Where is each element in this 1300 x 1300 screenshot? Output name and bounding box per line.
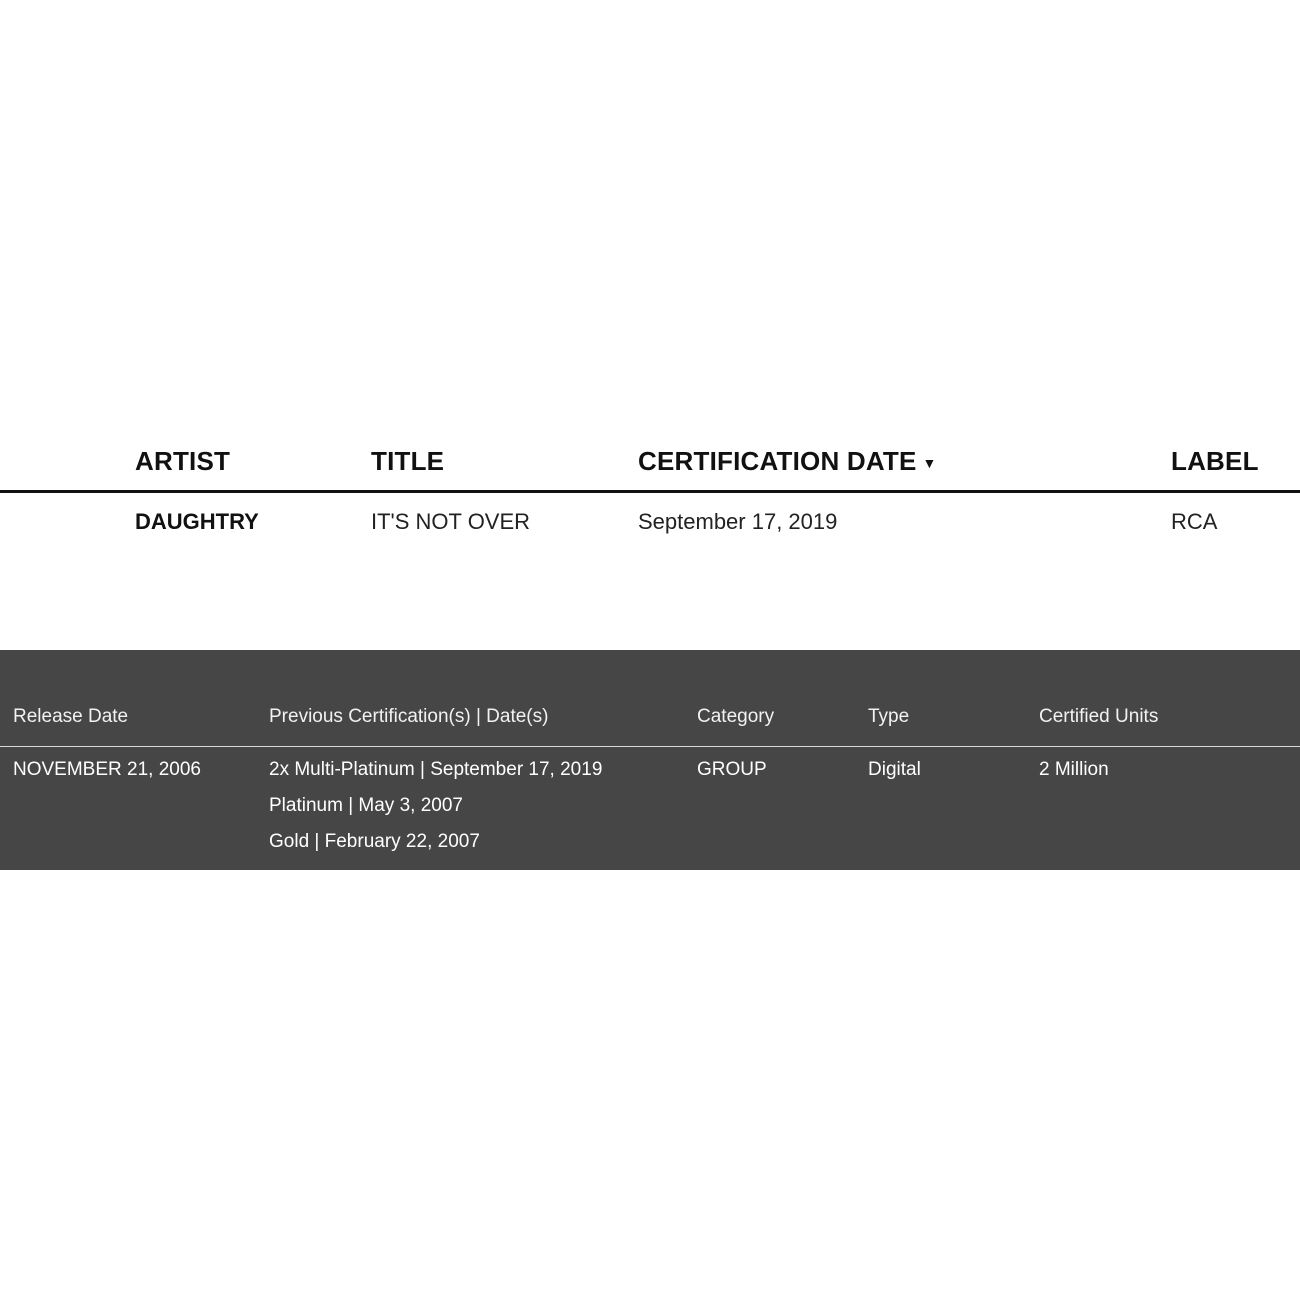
- details-row: [0, 747, 1300, 870]
- artist-cell: DAUGHTRY: [135, 509, 259, 534]
- title-column-header[interactable]: TITLE: [371, 446, 445, 476]
- type-header: Type: [868, 706, 910, 727]
- certification-date-cell: September 17, 2019: [638, 509, 838, 534]
- title-cell: IT'S NOT OVER: [371, 509, 531, 534]
- previous-certifications-header: Previous Certification(s) | Date(s): [269, 706, 549, 727]
- label-column-header[interactable]: LABEL: [1171, 446, 1259, 476]
- certification-date-column-header[interactable]: [638, 446, 937, 477]
- certification-details-panel: [0, 650, 1300, 870]
- previous-certification-item: Gold | February 22, 2007: [269, 831, 480, 852]
- type-value: Digital: [868, 759, 921, 780]
- previous-certification-item: Platinum | May 3, 2007: [269, 795, 463, 816]
- table-row[interactable]: [0, 493, 1300, 553]
- sort-descending-icon: ▼: [922, 455, 937, 471]
- category-header: Category: [697, 706, 775, 727]
- release-date-header: Release Date: [13, 706, 129, 727]
- certification-table: [0, 440, 1300, 553]
- previous-certifications-list: [269, 759, 602, 867]
- certified-units-value: 2 Million: [1039, 759, 1109, 780]
- release-date-value: NOVEMBER 21, 2006: [13, 759, 201, 780]
- certification-date-sort-button[interactable]: [638, 446, 937, 477]
- previous-certification-item: 2x Multi-Platinum | September 17, 2019: [269, 759, 603, 780]
- certified-units-header: Certified Units: [1039, 706, 1159, 727]
- category-value: GROUP: [697, 759, 767, 780]
- details-header: [0, 650, 1300, 747]
- certification-date-header-label: CERTIFICATION DATE: [638, 446, 917, 476]
- artist-column-header[interactable]: ARTIST: [135, 446, 231, 476]
- table-header: [0, 440, 1300, 493]
- label-cell: RCA: [1171, 509, 1218, 534]
